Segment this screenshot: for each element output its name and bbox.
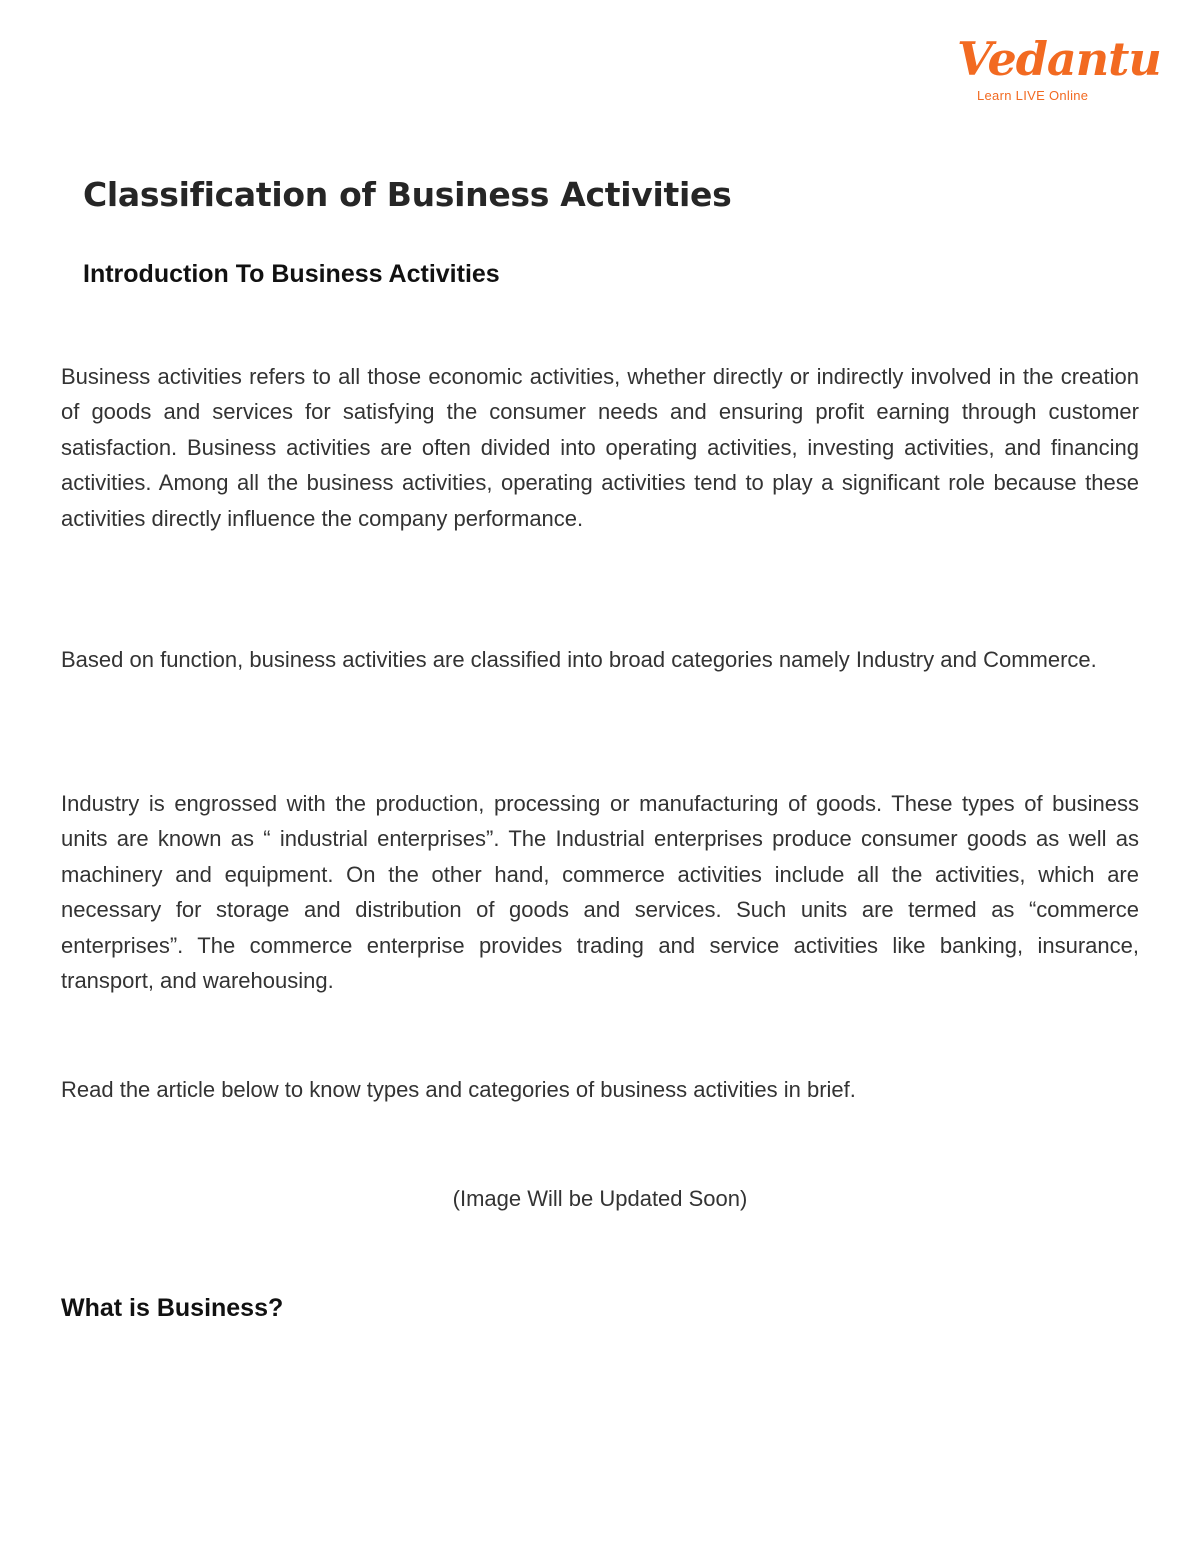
page-title: Classification of Business Activities bbox=[83, 175, 732, 214]
what-is-business-heading: What is Business? bbox=[61, 1294, 284, 1322]
logo-wordmark: Vedantu bbox=[957, 32, 1161, 86]
logo-tagline: Learn LIVE Online bbox=[977, 88, 1089, 103]
intro-heading: Introduction To Business Activities bbox=[83, 260, 500, 288]
paragraph-intro: Business activities refers to all those economic activities, whether directly or indirectly involved in the creation of goods and services for satisfying the consumer needs and ensuring profit earning through customer satisfaction. Business activities are often divided into operating activities, investing activities, and financing activities. Among all the business activities, operating activities tend to play a significant role because these activities directly influence the company performance. bbox=[61, 364, 1139, 531]
paragraph-classification: Based on function, business activities are classified into broad categories namely Industry and Commerce. bbox=[61, 647, 1097, 672]
vedantu-logo bbox=[955, 30, 1161, 106]
paragraph-read-more: Read the article below to know types and categories of business activities in brief. bbox=[61, 1077, 856, 1102]
paragraph-industry-commerce: Industry is engrossed with the production, processing or manufacturing of goods. These types of business units are known as “ industrial enterprises”. The Industrial enterprises produce consumer goods as well as machinery and equipment. On the other hand, commerce activities include all the activities, which are necessary for storage and distribution of goods and services. Such units are termed as “commerce enterprises”. The commerce enterprise provides trading and service activities like banking, insurance, transport, and warehousing. bbox=[61, 791, 1139, 994]
image-placeholder-note: (Image Will be Updated Soon) bbox=[452, 1186, 748, 1211]
